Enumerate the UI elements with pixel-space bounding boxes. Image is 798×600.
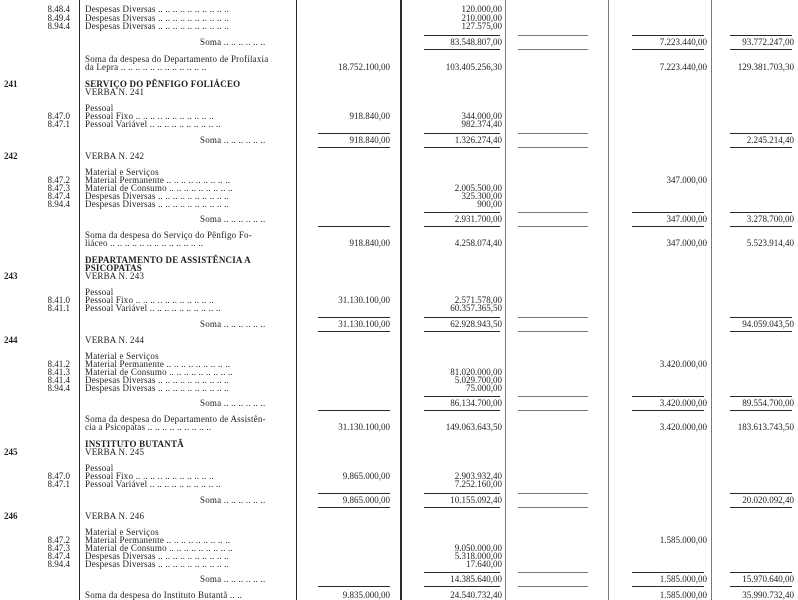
line-description: Despesas Diversas .. .. .. .. .. .. .. .. .. .. [85, 13, 230, 23]
account-code: 8.47.4 [47, 191, 70, 201]
total-rule [632, 35, 704, 36]
line-description: Despesas Diversas .. .. .. .. .. .. .. .. .. .. [85, 383, 230, 393]
total-rule [518, 212, 588, 213]
amount-c1: 9.835.000,00 [342, 590, 390, 600]
line-description: Pessoal Variável .. .. .. .. .. .. .. .. .. .. [85, 303, 221, 313]
line-description: VERBA N. 245 [85, 447, 145, 457]
total-rule [518, 133, 588, 134]
amount-c4: 183.613.743,50 [737, 422, 794, 432]
amount-c2: 149.063.643,50 [445, 422, 502, 432]
total-rule [518, 586, 588, 587]
amount-c2: 75.000,00 [466, 383, 502, 393]
total-rule [424, 317, 500, 318]
amount-c3: 7.223.440,00 [659, 62, 707, 72]
amount-c4: 3.278.700,00 [746, 214, 794, 224]
line-description: VERBA N. 244 [85, 335, 145, 345]
amount-c4: 94.059.043,50 [742, 319, 794, 329]
line-description: Pessoal Variável .. .. .. .. .. .. .. .. .. .. [85, 119, 221, 129]
line-description: Despesas Diversas .. .. .. .. .. .. .. .. .. .. [85, 551, 230, 561]
total-rule [424, 35, 500, 36]
line-description: Despesas Diversas .. .. .. .. .. .. .. .. .. .. [85, 375, 230, 385]
account-code: 8.47.0 [47, 111, 70, 121]
line-description: Despesas Diversas .. .. .. .. .. .. .. .. .. .. [85, 559, 230, 569]
total-rule [518, 493, 588, 494]
total-rule [424, 586, 500, 587]
line-description: Material e Serviços [85, 527, 159, 537]
account-code: 8.94.4 [47, 383, 70, 393]
line-description: VERBA N. 246 [85, 511, 145, 521]
line-description: Soma .. .. .. .. .. .. [200, 398, 266, 408]
verba-number: 243 [4, 271, 18, 281]
line-description: Soma .. .. .. .. .. .. [200, 319, 266, 329]
line-description: Material de Consumo .. .. .. .. .. .. .. .. .. [85, 543, 233, 553]
account-code: 8.41.4 [47, 375, 70, 385]
account-code: 8.41.0 [47, 295, 70, 305]
total-rule [424, 331, 500, 332]
amount-c4: 2.245.214,40 [746, 135, 794, 145]
amount-c2: 982.374,40 [461, 119, 502, 129]
amount-c3: 3.420.000,00 [659, 422, 707, 432]
total-rule [518, 49, 588, 50]
total-rule [424, 212, 500, 213]
total-rule [730, 49, 792, 50]
total-rule [518, 35, 588, 36]
amount-c4: 5.523.914,40 [746, 238, 794, 248]
amount-c2: 5.318.000,00 [454, 551, 502, 561]
amount-c2: 900,00 [477, 199, 502, 209]
total-rule [730, 35, 792, 36]
line-description: Soma da despesa do Serviço do Pênfigo Fo- [85, 230, 252, 240]
total-rule [518, 147, 588, 148]
total-rule [518, 317, 588, 318]
amount-c2: 24.540.732,40 [450, 590, 502, 600]
amount-c1: 9.865.000,00 [342, 495, 390, 505]
total-rule [318, 226, 390, 227]
line-description: Soma da despesa do Departamento de Profilaxia [85, 54, 269, 64]
total-rule [318, 147, 390, 148]
total-rule [632, 212, 704, 213]
amount-c3: 7.223.440,00 [659, 37, 707, 47]
account-code: 8.94.4 [47, 199, 70, 209]
line-description: Material de Consumo .. .. .. .. .. .. .. .. .. [85, 183, 233, 193]
line-description: Despesas Diversas .. .. .. .. .. .. .. .. .. .. [85, 21, 230, 31]
amount-c2: 2.571.578,00 [454, 295, 502, 305]
line-description: Material Permanente .. .. .. .. .. .. .. .. .. [85, 175, 231, 185]
account-code: 8.47.1 [47, 479, 70, 489]
amount-c2: 103.405.256,30 [445, 62, 502, 72]
amount-c3: 3.420.000,00 [659, 359, 707, 369]
account-code: 8.48.4 [47, 4, 70, 14]
total-rule [730, 507, 792, 508]
total-rule [424, 396, 500, 397]
line-description: Pessoal Variável .. .. .. .. .. .. .. .. .. .. [85, 479, 221, 489]
account-code: 8.47.2 [47, 535, 70, 545]
line-description: Soma .. .. .. .. .. .. [200, 214, 266, 224]
total-rule [318, 493, 390, 494]
line-description: Despesas Diversas .. .. .. .. .. .. .. .. .. .. [85, 199, 230, 209]
amount-c1: 31.130.100,00 [338, 319, 390, 329]
column-divider [608, 0, 609, 600]
amount-c2: 127.575,00 [461, 21, 502, 31]
total-rule [632, 396, 704, 397]
total-rule [518, 410, 588, 411]
amount-c4: 93.772.247,00 [742, 37, 794, 47]
amount-c3: 1.585.000,00 [659, 590, 707, 600]
line-description: Pessoal [85, 463, 114, 473]
line-description: Soma .. .. .. .. .. .. [200, 37, 266, 47]
amount-c2: 62.928.943,50 [450, 319, 502, 329]
amount-c1: 31.130.100,00 [338, 295, 390, 305]
total-rule [730, 226, 792, 227]
amount-c3: 1.585.000,00 [659, 535, 707, 545]
amount-c2: 2.931.700,00 [454, 214, 502, 224]
line-description: cia a Psicopatas .. .. .. .. .. .. .. .. .. [85, 422, 212, 432]
line-description: VERBA N. 243 [85, 271, 145, 281]
total-rule [730, 572, 792, 573]
amount-c2: 7.252.160,00 [454, 479, 502, 489]
total-rule [632, 226, 704, 227]
account-code: 8.41.2 [47, 359, 70, 369]
total-rule [730, 212, 792, 213]
line-description: Soma da despesa do Departamento de Assistên- [85, 414, 266, 424]
line-description: Soma .. .. .. .. .. .. [200, 135, 266, 145]
amount-c4: 15.970.640,00 [742, 574, 794, 584]
amount-c2: 86.134.700,00 [450, 398, 502, 408]
account-code: 8.47.3 [47, 183, 70, 193]
amount-c3: 1.585.000,00 [659, 574, 707, 584]
amount-c4: 35.990.732,40 [742, 590, 794, 600]
amount-c1: 31.130.100,00 [338, 422, 390, 432]
line-description: VERBA N. 241 [85, 87, 145, 97]
total-rule [632, 410, 704, 411]
amount-c3: 3.420.000,00 [659, 398, 707, 408]
amount-c1: 918.840,00 [349, 135, 390, 145]
total-rule [318, 586, 390, 587]
amount-c4: 20.020.092,40 [742, 495, 794, 505]
verba-number: 241 [4, 79, 18, 89]
total-rule [318, 331, 390, 332]
total-rule [318, 317, 390, 318]
total-rule [424, 49, 500, 50]
amount-c2: 4.258.074,40 [454, 238, 502, 248]
amount-c2: 2.005.500,00 [454, 183, 502, 193]
total-rule [518, 396, 588, 397]
amount-c2: 14.385.640,00 [450, 574, 502, 584]
account-code: 8.47.1 [47, 119, 70, 129]
total-rule [632, 586, 704, 587]
line-description: Material Permanente .. .. .. .. .. .. .. .. .. [85, 359, 231, 369]
total-rule [730, 586, 792, 587]
verba-number: 244 [4, 335, 18, 345]
total-rule [318, 133, 390, 134]
total-rule [730, 493, 792, 494]
account-code: 8.41.1 [47, 303, 70, 313]
verba-number: 246 [4, 511, 18, 521]
line-description: Pessoal Fixo .. .. .. .. .. .. .. .. .. .. .. [85, 295, 215, 305]
amount-c2: 83.548.807,00 [450, 37, 502, 47]
line-description: Pessoal Fixo .. .. .. .. .. .. .. .. .. .. .. [85, 111, 215, 121]
line-description: Despesas Diversas .. .. .. .. .. .. .. .. .. .. [85, 191, 230, 201]
total-rule [730, 317, 792, 318]
amount-c1: 18.752.100,00 [338, 62, 390, 72]
account-code: 8.47.0 [47, 471, 70, 481]
amount-c2: 2.903.932,40 [454, 471, 502, 481]
total-rule [518, 572, 588, 573]
amount-c2: 10.155.092,40 [450, 495, 502, 505]
column-divider [400, 0, 402, 600]
line-description: Soma .. .. .. .. .. .. [200, 574, 266, 584]
account-code: 8.49.4 [47, 13, 70, 23]
total-rule [730, 396, 792, 397]
line-description: da Lepra .. .. .. .. .. .. .. .. .. .. .. .. [85, 62, 207, 72]
line-description: liáceo .. .. .. .. .. .. .. .. .. .. .. .. .. [85, 238, 204, 248]
total-rule [518, 331, 588, 332]
account-code: 8.94.4 [47, 559, 70, 569]
amount-c2: 325.300,00 [461, 191, 502, 201]
amount-c2: 17.640,00 [466, 559, 502, 569]
line-description: Soma da despesa do Instituto Butantã .. .. [85, 590, 243, 600]
amount-c2: 344.000,00 [461, 111, 502, 121]
total-rule [424, 226, 500, 227]
amount-c2: 210.000,00 [461, 13, 502, 23]
total-rule [730, 410, 792, 411]
total-rule [424, 410, 500, 411]
account-code: 8.41.3 [47, 367, 70, 377]
amount-c3: 347.000,00 [666, 214, 707, 224]
amount-c4: 89.554.700,00 [742, 398, 794, 408]
line-description: Material de Consumo .. .. .. .. .. .. .. .. .. [85, 367, 233, 377]
total-rule [318, 410, 390, 411]
amount-c3: 347.000,00 [666, 175, 707, 185]
line-description: SERVIÇO DO PÊNFIGO FOLIÁCEO [85, 79, 241, 89]
total-rule [518, 226, 588, 227]
total-rule [318, 507, 390, 508]
column-divider [79, 0, 80, 600]
account-code: 8.47.4 [47, 551, 70, 561]
line-description: Material Permanente .. .. .. .. .. .. .. .. .. [85, 535, 231, 545]
total-rule [424, 133, 500, 134]
amount-c2: 81.020.000,00 [450, 367, 502, 377]
line-description: DEPARTAMENTO DE ASSISTÊNCIA A [85, 255, 251, 265]
line-description: PSICOPATAS [85, 263, 143, 273]
line-description: VERBA N. 242 [85, 151, 145, 161]
total-rule [424, 493, 500, 494]
total-rule [518, 507, 588, 508]
total-rule [632, 49, 704, 50]
line-description: Pessoal Fixo .. .. .. .. .. .. .. .. .. .. .. [85, 471, 215, 481]
total-rule [730, 331, 792, 332]
total-rule [424, 507, 500, 508]
line-description: Pessoal [85, 287, 114, 297]
amount-c2: 9.050.000,00 [454, 543, 502, 553]
amount-c2: 60.357.365,50 [450, 303, 502, 313]
line-description: Despesas Diversas .. .. .. .. .. .. .. .. .. .. [85, 4, 230, 14]
column-divider [711, 0, 712, 600]
line-description: Soma .. .. .. .. .. .. [200, 495, 266, 505]
line-description: Material e Serviços [85, 167, 159, 177]
amount-c2: 120.000,00 [461, 4, 502, 14]
amount-c1: 918.840,00 [349, 238, 390, 248]
amount-c1: 918.840,00 [349, 111, 390, 121]
verba-number: 242 [4, 151, 18, 161]
verba-number: 245 [4, 447, 18, 457]
amount-c3: 347.000,00 [666, 238, 707, 248]
line-description: Pessoal [85, 103, 114, 113]
total-rule [424, 147, 500, 148]
account-code: 8.94.4 [47, 21, 70, 31]
account-code: 8.47.2 [47, 175, 70, 185]
account-code: 8.47.3 [47, 543, 70, 553]
total-rule [424, 572, 500, 573]
line-description: INSTITUTO BUTANTÃ [85, 439, 184, 449]
line-description: Material e Serviços [85, 351, 159, 361]
total-rule [730, 133, 792, 134]
column-divider [505, 0, 506, 600]
amount-c2: 1.326.274,40 [454, 135, 502, 145]
amount-c4: 129.381.703,30 [737, 62, 794, 72]
total-rule [730, 147, 792, 148]
amount-c2: 5.029.700,00 [454, 375, 502, 385]
amount-c1: 9.865.000,00 [342, 471, 390, 481]
total-rule [632, 572, 704, 573]
